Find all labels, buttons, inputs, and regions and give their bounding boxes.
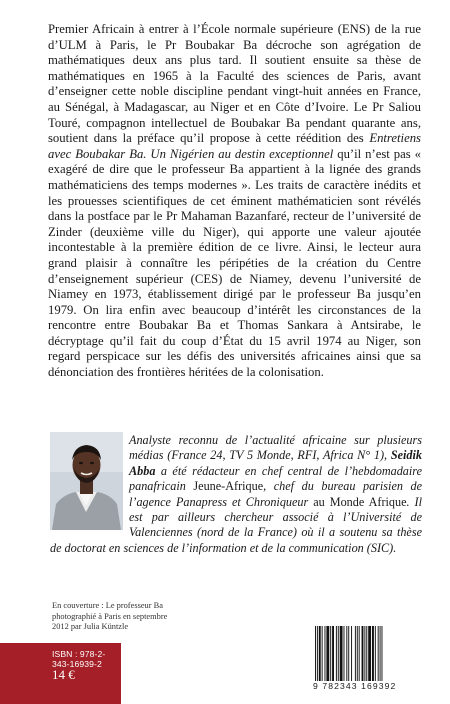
back-cover-summary	[48, 22, 421, 381]
bio-publication-2: au Monde Afrique	[313, 494, 407, 509]
bio-plain-2: , chef du bureau parisien de l’agence Panapress et Chroniqueur	[129, 479, 423, 509]
summary-text-1: Premier Africain à entrer à l’École normale supérieure (ENS) de la rue d’ULM à Paris, le Pr Boubakar Ba décroche son agrégation de mathématiques deux ans plus tard. Il soutient ensuite sa thèse de mathématiques en 1965 à la Faculté des sciences de Paris, avant d’enseigner cette noble discipline pendant vingt-huit années en France, au Sénégal, à Madagascar, au Niger et en Côte d’Ivoire. Le Pr Saliou Touré, compagnon intellectuel de Boubakar Ba pendant quarante ans, soutient dans la préface qu’il propose à cette réédition des	[48, 22, 421, 146]
summary-text-2: qu’il n’est pas « exagéré de dire que le professeur Ba appartient à la lignée des grands mathématiciens des temps modernes ». Les traits de caractère inédits et les prouesses scientifiques de cet éminent mathématicien sont révélés dans la postface par le Pr Mahaman Bazanfaré, recteur de l’université de Zinder (deuxième ville du Niger), qui apporte une valeur ajoutée incontestable à la première édition de ce livre. Ainsi, le lecteur aura grand plaisir à connaître les péripéties de la création du Centre d’enseignement supérieur (CES) de Niamey, devenu l’université de Niamey en 1973, établissement dirigé par le professeur Ba jusqu’en 1979. On lira enfin avec beaucoup d’intérêt les circonstances de la rencontre entre Boubakar Ba et Thomas Sankara à Antsirabe, le décryptage qu’il fait du coup d’État du 15 avril 1974 au Niger, son regard perspicace sur les défis des universités africaines ainsi que sa dénonciation des frontières héritées de la colonisation.	[48, 146, 421, 380]
bio-plain-1: l’hebdomadaire panafricain	[129, 463, 422, 494]
cover-credit-line: 2012 par Julia Küntzle	[52, 622, 129, 632]
author-bio	[50, 433, 422, 556]
price-label: 14 €	[52, 667, 75, 682]
cover-credit	[52, 601, 182, 633]
book-title: Entretiens avec Boubakar Ba. Un Nigérien au destin exceptionnel	[48, 131, 421, 161]
isbn-label: ISBN : 978-2-343-16939-2	[52, 649, 106, 669]
barcode-digits: 9 782343 169392	[313, 681, 397, 691]
bio-intro: Analyste reconnu de l’actualité africaine sur plusieurs médias (France 24, TV 5 Monde, RFI, Africa N° 1),	[129, 433, 422, 463]
summary-paragraph	[48, 22, 421, 381]
bio-mid: a été rédacteur en chef central de	[155, 463, 345, 478]
cover-credit-line: photographié à Paris en septembre	[52, 611, 168, 621]
barcode-icon	[313, 626, 413, 681]
author-name: Seidik Abba	[129, 448, 422, 478]
price-box	[0, 643, 121, 704]
photo-spacer	[50, 433, 129, 532]
bio-end: . Il est par ailleurs chercheur associé à l’Université de Valenciennes (nord de la France) où il a soutenu sa thèse de doctorat en sciences de l’information et de la communication (SIC).	[50, 494, 422, 555]
bio-publication-1: Jeune-Afrique	[185, 479, 264, 494]
cover-credit-line: En couverture : Le professeur Ba	[52, 601, 163, 610]
